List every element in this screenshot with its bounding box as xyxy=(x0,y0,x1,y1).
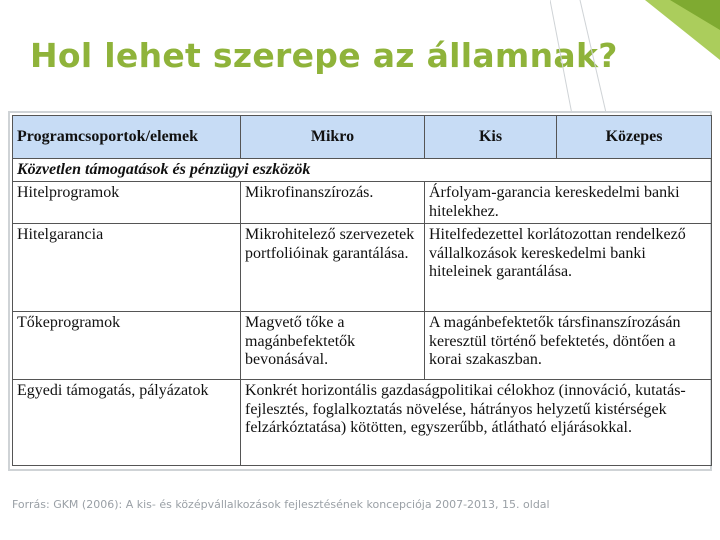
slide-title: Hol lehet szerepe az államnak? xyxy=(30,36,618,75)
row-group: Hitelprogramok xyxy=(13,182,241,224)
row-kis-kozepes: A magánbefektetők társfinanszírozásán keresztül történő befektetés, döntően a korai szakaszban. xyxy=(425,312,712,380)
section-label: Közvetlen támogatások és pénzügyi eszközök xyxy=(13,159,712,182)
program-table xyxy=(12,115,712,466)
row-group: Tőkeprogramok xyxy=(13,312,241,380)
header-mikro: Mikro xyxy=(241,116,425,159)
row-all-sizes: Konkrét horizontális gazdaságpolitikai célokhoz (innováció, kutatás-fejlesztés, foglalkoztatás növelése, hátrányos helyzetű kistérségek felzárkóztatása) kötötten, egyszerűbb, átlátható eljárásokkal. xyxy=(241,380,712,466)
row-group: Egyedi támogatás, pályázatok xyxy=(13,380,241,466)
row-mikro: Mikrohitelező szervezetek portfolióinak garantálása. xyxy=(241,224,425,312)
header-kis: Kis xyxy=(425,116,557,159)
program-table-frame xyxy=(8,111,712,471)
table-row xyxy=(13,182,712,224)
table-row xyxy=(13,224,712,312)
row-kis-kozepes: Árfolyam-garancia kereskedelmi banki hitelekhez. xyxy=(425,182,712,224)
header-programcsoportok: Programcsoportok/elemek xyxy=(13,116,241,159)
section-row xyxy=(13,159,712,182)
header-kozepes: Közepes xyxy=(557,116,712,159)
table-header-row xyxy=(13,116,712,159)
row-kis-kozepes: Hitelfedezettel korlátozottan rendelkező vállalkozások kereskedelmi banki hiteleinek garantálása. xyxy=(425,224,712,312)
table-row xyxy=(13,312,712,380)
row-group: Hitelgarancia xyxy=(13,224,241,312)
table-row xyxy=(13,380,712,466)
row-mikro: Mikrofinanszírozás. xyxy=(241,182,425,224)
source-citation: Forrás: GKM (2006): A kis- és középvállalkozások fejlesztésének koncepciója 2007-2013, 15. oldal xyxy=(12,498,550,511)
row-mikro: Magvető tőke a magánbefektetők bevonásával. xyxy=(241,312,425,380)
